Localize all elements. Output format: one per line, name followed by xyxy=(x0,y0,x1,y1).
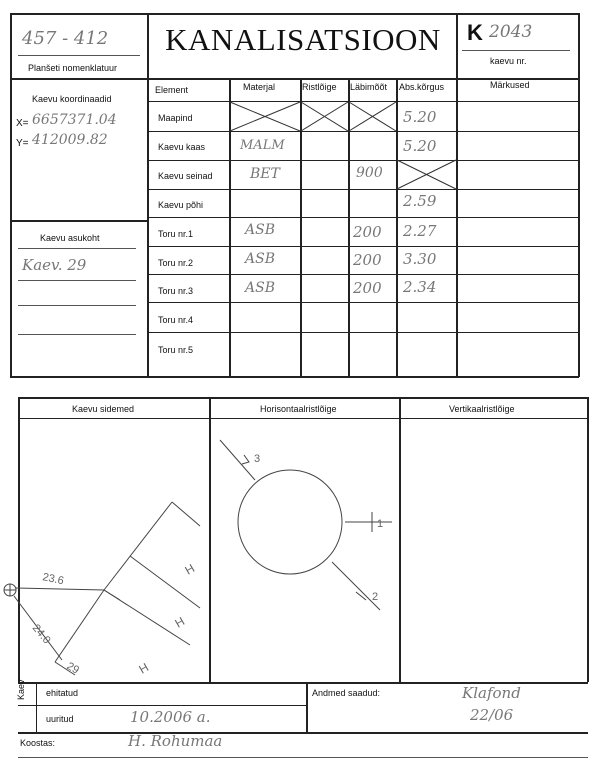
x-value: 6657371.04 xyxy=(32,112,117,128)
uuritud-label: uuritud xyxy=(46,714,74,724)
row-element-label: Kaevu seinad xyxy=(158,171,213,181)
house-label: H xyxy=(182,561,198,578)
well-label: kaevu nr. xyxy=(490,56,527,66)
koostas-label: Koostas: xyxy=(20,738,56,748)
materjal-value: ASB xyxy=(245,222,275,238)
andmed-label: Andmed saadud: xyxy=(312,688,381,698)
location-label: Kaevu asukoht xyxy=(40,233,100,243)
col-header-markused: Märkused xyxy=(490,80,530,90)
diameter-value: 900 xyxy=(356,165,383,181)
col-header-materjal: Materjal xyxy=(243,82,276,92)
col-header-element: Element xyxy=(155,85,189,95)
y-value: 412009.82 xyxy=(32,132,108,148)
col-header-labimoot: Läbimõõt xyxy=(350,82,388,92)
coords-label: Kaevu koordinaadid xyxy=(32,94,112,104)
sketch-col-title: Horisontaalristlõige xyxy=(260,404,337,414)
x-label: X= xyxy=(16,118,29,129)
abs-height-value: 5.20 xyxy=(403,137,437,155)
ehitatud-label: ehitatud xyxy=(46,688,79,698)
col-header-abs: Abs.kõrgus xyxy=(399,82,445,92)
row-element-label: Toru nr.4 xyxy=(158,315,194,325)
y-label: Y= xyxy=(16,138,29,149)
pipe-label: 2 xyxy=(372,591,379,603)
row-element-label: Toru nr.1 xyxy=(158,229,194,239)
row-element-label: Kaevu põhi xyxy=(158,200,204,210)
sketch-col-title: Vertikaalristlõige xyxy=(449,404,515,414)
diameter-value: 200 xyxy=(353,251,382,269)
materjal-value: ASB xyxy=(245,280,275,296)
andmed-value: Klafond xyxy=(462,684,521,702)
materjal-value: BET xyxy=(250,166,280,182)
measure-label: 29 xyxy=(64,660,82,677)
materjal-value: MALM xyxy=(240,138,285,153)
abs-height-value: 3.30 xyxy=(403,250,437,268)
abs-height-value: 2.34 xyxy=(403,278,437,296)
andmed-value: 22/06 xyxy=(470,706,514,724)
sheet-label: Planšeti nomenklatuur xyxy=(28,63,118,73)
location-value: Kaev. 29 xyxy=(22,256,87,274)
measure-label: 24.0 xyxy=(29,622,53,647)
row-element-label: Toru nr.5 xyxy=(158,345,194,355)
pipe-label: 1 xyxy=(377,518,384,530)
sketch-col-title: Kaevu sidemed xyxy=(72,404,135,414)
row-element-label: Kaevu kaas xyxy=(158,142,206,152)
koostas-value: H. Rohumaa xyxy=(128,732,223,750)
page-title: KANALISATSIOON xyxy=(165,22,441,57)
measure-label: 23.6 xyxy=(41,571,65,588)
diameter-value: 200 xyxy=(353,223,382,241)
row-element-label: Maapind xyxy=(158,113,193,123)
uuritud-value: 10.2006 a. xyxy=(130,708,211,726)
materjal-value: ASB xyxy=(245,251,275,267)
abs-height-value: 5.20 xyxy=(403,108,437,126)
abs-height-value: 2.27 xyxy=(403,222,437,240)
row-element-label: Toru nr.2 xyxy=(158,258,194,268)
kaev-label: Kaev xyxy=(16,679,26,700)
diameter-value: 200 xyxy=(353,279,382,297)
pipe-label: 3 xyxy=(254,453,261,465)
row-element-label: Toru nr.3 xyxy=(158,286,194,296)
house-label: H xyxy=(136,660,152,677)
col-header-ristloige: Ristlõige xyxy=(302,82,337,92)
sheet-number: 457 - 412 xyxy=(22,28,109,49)
well-number: 2043 xyxy=(489,22,533,42)
abs-height-value: 2.59 xyxy=(403,192,437,210)
well-letter: K xyxy=(467,20,483,45)
house-label: H xyxy=(172,614,188,631)
